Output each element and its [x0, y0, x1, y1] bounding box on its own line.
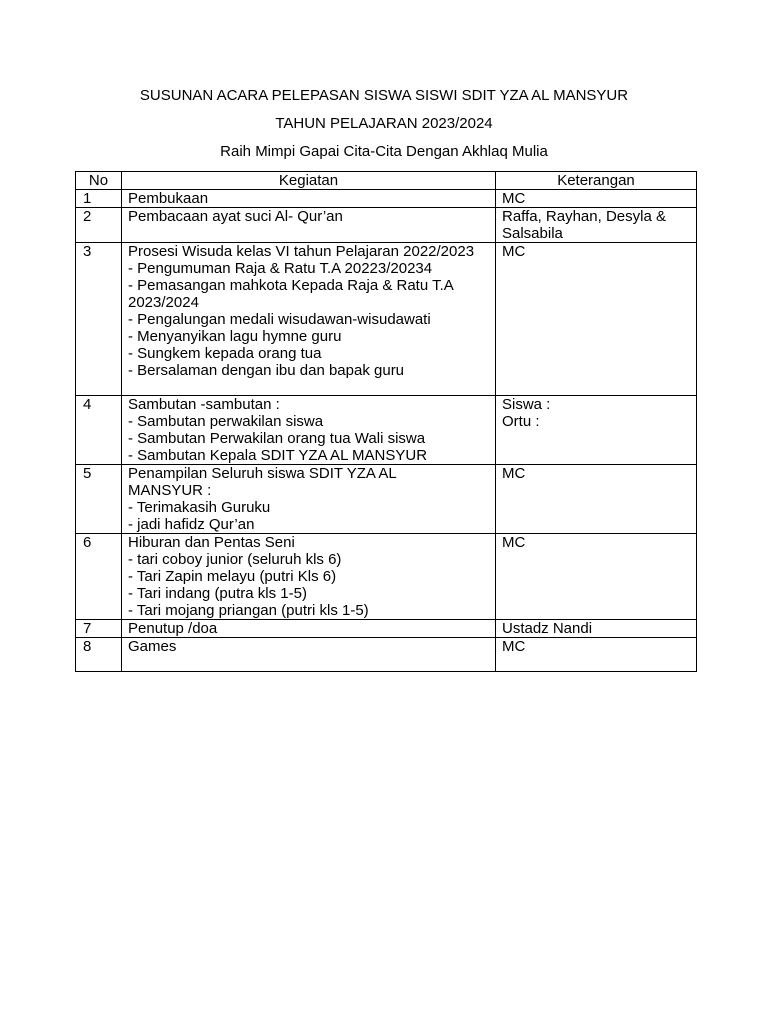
- kegiatan-cell: [122, 190, 496, 208]
- kegiatan-line: - Menyanyikan lagu hymne guru: [128, 328, 342, 345]
- kegiatan-line: - Pengumuman Raja & Ratu T.A 20223/20234: [128, 260, 433, 277]
- kegiatan-line: - Tari indang (putra kls 1-5): [128, 585, 307, 602]
- keterangan-line: MC: [502, 243, 526, 260]
- header-keterangan: Keterangan: [496, 172, 697, 190]
- keterangan-line: MC: [502, 534, 526, 551]
- table-row: [76, 534, 697, 620]
- row-number: 7: [76, 620, 122, 638]
- kegiatan-line: - Bersalaman dengan ibu dan bapak guru: [128, 362, 405, 379]
- kegiatan-line: 2023/2024: [128, 294, 199, 311]
- kegiatan-cell: [122, 620, 496, 638]
- keterangan-line: MC: [502, 638, 526, 655]
- header-kegiatan: Kegiatan: [122, 172, 496, 190]
- keterangan-cell: [496, 243, 697, 396]
- table-row: [76, 243, 697, 396]
- kegiatan-line: Penampilan Seluruh siswa SDIT YZA AL: [128, 465, 397, 482]
- kegiatan-line: - Terimakasih Guruku: [128, 499, 271, 516]
- keterangan-line: MC: [502, 465, 526, 482]
- kegiatan-line: Hiburan dan Pentas Seni: [128, 534, 295, 551]
- keterangan-cell: [496, 620, 697, 638]
- kegiatan-cell: [122, 534, 496, 620]
- kegiatan-line: Prosesi Wisuda kelas VI tahun Pelajaran 2022/2023: [128, 243, 475, 260]
- kegiatan-cell: [122, 396, 496, 465]
- keterangan-cell: [496, 396, 697, 465]
- keterangan-cell: [496, 465, 697, 534]
- kegiatan-cell: [122, 208, 496, 243]
- kegiatan-line: Games: [128, 638, 177, 655]
- keterangan-line: Siswa :: [502, 396, 551, 413]
- kegiatan-line: - jadi hafidz Qur’an: [128, 516, 255, 533]
- schedule-table: [75, 171, 697, 672]
- keterangan-cell: [496, 190, 697, 208]
- kegiatan-line: Penutup /doa: [128, 620, 218, 637]
- kegiatan-line: - Tari Zapin melayu (putri Kls 6): [128, 568, 337, 585]
- kegiatan-line: Pembukaan: [128, 190, 209, 207]
- kegiatan-line: - Tari mojang priangan (putri kls 1-5): [128, 602, 369, 619]
- table-row: [76, 190, 697, 208]
- row-number: 8: [76, 638, 122, 672]
- keterangan-line: Ustadz Nandi: [502, 620, 593, 637]
- table-row: [76, 208, 697, 243]
- table-row: [76, 638, 697, 672]
- table-row: [76, 465, 697, 534]
- kegiatan-line: Sambutan -sambutan :: [128, 396, 280, 413]
- kegiatan-line: - Sambutan Perwakilan orang tua Wali siswa: [128, 430, 426, 447]
- academic-year-line: TAHUN PELAJARAN 2023/2024: [275, 115, 493, 132]
- kegiatan-cell: [122, 243, 496, 396]
- header-no: No: [76, 172, 122, 190]
- document-title: SUSUNAN ACARA PELEPASAN SISWA SISWI SDIT YZA AL MANSYUR: [139, 87, 629, 104]
- kegiatan-line: - Sambutan Kepala SDIT YZA AL MANSYUR: [128, 447, 428, 464]
- kegiatan-line: - Pengalungan medali wisudawan-wisudawati: [128, 311, 431, 328]
- row-number: 2: [76, 208, 122, 243]
- keterangan-cell: [496, 534, 697, 620]
- row-number: 1: [76, 190, 122, 208]
- table-header-row: [76, 172, 697, 190]
- kegiatan-line: - tari coboy junior (seluruh kls 6): [128, 551, 342, 568]
- kegiatan-line: - Sambutan perwakilan siswa: [128, 413, 324, 430]
- kegiatan-line: - Sungkem kepada orang tua: [128, 345, 322, 362]
- motto-line: Raih Mimpi Gapai Cita-Cita Dengan Akhlaq Mulia: [220, 143, 548, 160]
- row-number: 6: [76, 534, 122, 620]
- keterangan-cell: [496, 208, 697, 243]
- row-number: 3: [76, 243, 122, 396]
- kegiatan-cell: [122, 465, 496, 534]
- table-row: [76, 396, 697, 465]
- keterangan-line: Salsabila: [502, 225, 563, 242]
- row-number: 5: [76, 465, 122, 534]
- kegiatan-cell: [122, 638, 496, 672]
- table-row: [76, 620, 697, 638]
- kegiatan-line: Pembacaan ayat suci Al- Qur’an: [128, 208, 343, 225]
- keterangan-line: Ortu :: [502, 413, 540, 430]
- row-number: 4: [76, 396, 122, 465]
- keterangan-line: MC: [502, 190, 526, 207]
- kegiatan-line: MANSYUR :: [128, 482, 212, 499]
- kegiatan-line: - Pemasangan mahkota Kepada Raja & Ratu T.A: [128, 277, 454, 294]
- keterangan-line: Raffa, Rayhan, Desyla &: [502, 208, 666, 225]
- keterangan-cell: [496, 638, 697, 672]
